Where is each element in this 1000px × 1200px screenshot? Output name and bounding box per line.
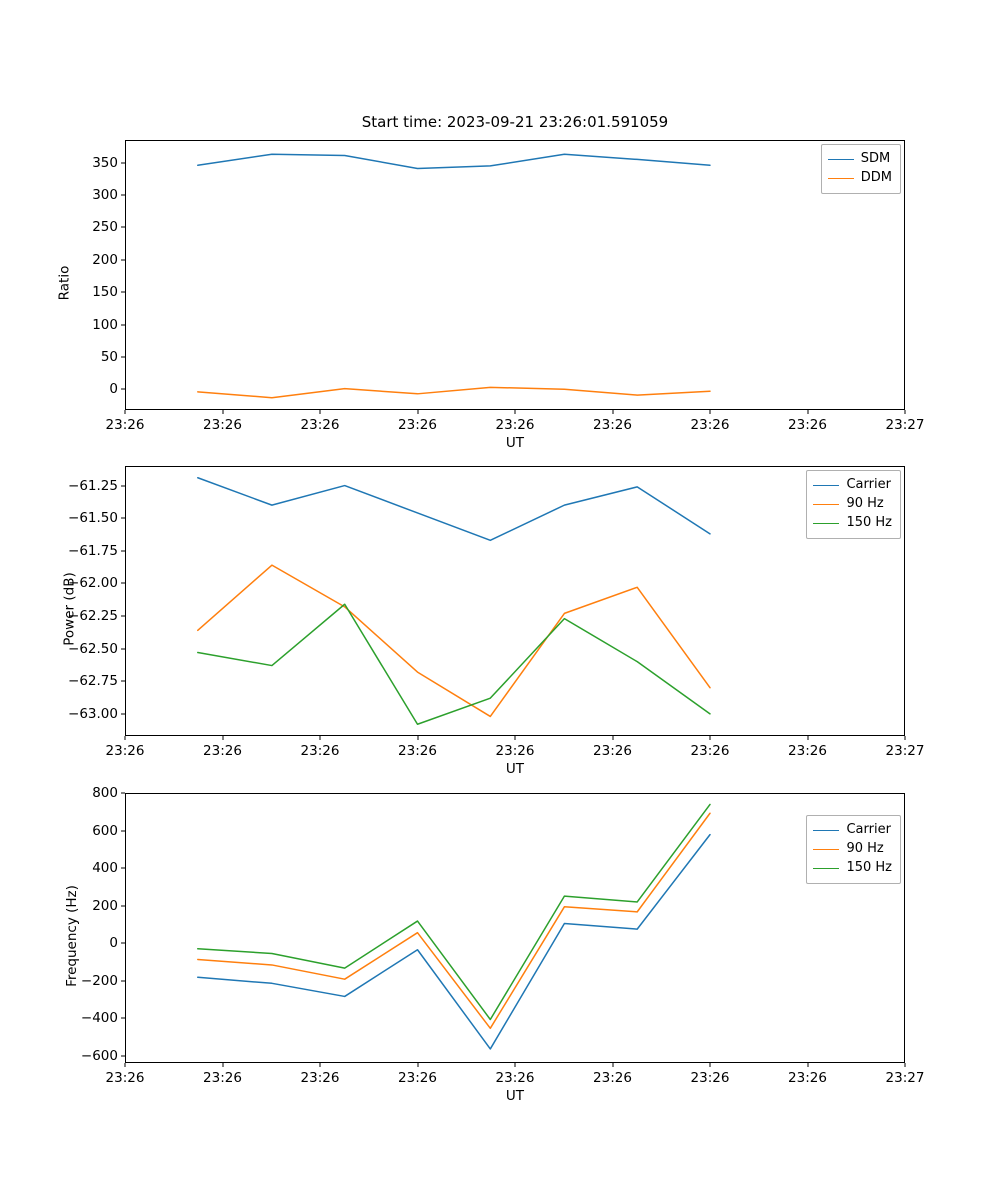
y-tick-label: −61.25 bbox=[68, 477, 118, 494]
y-axis-label-frequency: Frequency (Hz) bbox=[63, 885, 80, 987]
x-tick-label: 23:26 bbox=[495, 1070, 535, 1086]
y-tick-mark bbox=[121, 648, 125, 649]
y-tick-label: 50 bbox=[100, 348, 118, 365]
y-tick-label: −600 bbox=[80, 1047, 118, 1064]
x-tick-mark bbox=[222, 1063, 223, 1067]
x-tick-label: 23:26 bbox=[105, 417, 145, 433]
x-tick-mark bbox=[515, 736, 516, 740]
x-tick-label: 23:26 bbox=[105, 1070, 145, 1086]
x-tick-label: 23:26 bbox=[690, 743, 730, 759]
y-tick-label: −61.50 bbox=[68, 510, 118, 527]
x-tick-mark bbox=[807, 736, 808, 740]
series-line-90-hz bbox=[198, 813, 710, 1028]
x-tick-label: 23:26 bbox=[300, 417, 340, 433]
legend-label: Carrier bbox=[846, 477, 891, 492]
x-tick-label: 23:27 bbox=[885, 417, 925, 433]
y-tick-mark bbox=[121, 195, 125, 196]
x-tick-label: 23:26 bbox=[300, 743, 340, 759]
y-tick-mark bbox=[121, 980, 125, 981]
y-tick-mark bbox=[121, 292, 125, 293]
y-tick-label: −400 bbox=[80, 1010, 118, 1026]
legend-line-swatch bbox=[813, 504, 839, 505]
x-tick-label: 23:26 bbox=[788, 417, 827, 433]
y-tick-mark bbox=[121, 830, 125, 831]
y-tick-label: −62.00 bbox=[68, 575, 118, 592]
chart-panel-frequency bbox=[63, 785, 925, 1104]
x-tick-mark bbox=[612, 736, 613, 740]
legend-label: 90 Hz bbox=[846, 495, 884, 511]
chart-panel-power bbox=[61, 466, 925, 777]
y-tick-mark bbox=[121, 681, 125, 682]
y-tick-mark bbox=[121, 616, 125, 617]
y-tick-label: −62.25 bbox=[68, 608, 118, 624]
x-tick-mark bbox=[710, 410, 711, 414]
x-tick-label: 23:26 bbox=[203, 1070, 242, 1086]
legend-entry[interactable] bbox=[813, 821, 892, 840]
x-tick-mark bbox=[905, 410, 906, 414]
x-tick-mark bbox=[320, 410, 321, 414]
legend-line-swatch bbox=[813, 523, 839, 524]
legend-line-swatch bbox=[828, 159, 854, 160]
x-tick-label: 23:26 bbox=[203, 417, 242, 433]
legend-frequency bbox=[806, 815, 901, 884]
y-tick-mark bbox=[121, 905, 125, 906]
y-axis-label-power: Power (dB) bbox=[61, 572, 78, 646]
legend-entry[interactable] bbox=[813, 495, 892, 514]
y-tick-mark bbox=[121, 793, 125, 794]
plot-lines-power bbox=[125, 466, 905, 736]
x-tick-mark bbox=[320, 736, 321, 740]
x-tick-mark bbox=[612, 410, 613, 414]
x-axis-label-frequency: UT bbox=[505, 1088, 525, 1104]
y-tick-mark bbox=[121, 518, 125, 519]
x-tick-mark bbox=[612, 1063, 613, 1067]
x-tick-label: 23:26 bbox=[398, 1070, 437, 1086]
x-tick-mark bbox=[515, 1063, 516, 1067]
legend-entry[interactable] bbox=[813, 476, 892, 495]
y-tick-label: −63.00 bbox=[68, 705, 118, 722]
y-tick-label: 100 bbox=[92, 316, 118, 333]
x-axis-label-power: UT bbox=[505, 761, 525, 777]
y-tick-label: 200 bbox=[92, 251, 118, 268]
x-tick-label: 23:26 bbox=[788, 1070, 827, 1086]
series-line-ddm bbox=[198, 387, 710, 397]
y-tick-mark bbox=[121, 324, 125, 325]
x-tick-label: 23:26 bbox=[690, 417, 730, 433]
x-axis-label-ratio: UT bbox=[505, 435, 525, 451]
x-tick-label: 23:26 bbox=[300, 1070, 340, 1086]
x-tick-mark bbox=[807, 410, 808, 414]
x-tick-label: 23:26 bbox=[593, 743, 632, 759]
x-tick-mark bbox=[417, 1063, 418, 1067]
x-tick-mark bbox=[125, 1063, 126, 1067]
y-tick-label: 0 bbox=[109, 935, 118, 951]
x-tick-mark bbox=[905, 736, 906, 740]
series-line-carrier bbox=[198, 835, 710, 1049]
y-tick-label: 150 bbox=[92, 284, 118, 301]
series-line-90-hz bbox=[198, 565, 710, 716]
x-tick-mark bbox=[320, 1063, 321, 1067]
legend-line-swatch bbox=[813, 485, 839, 486]
y-tick-label: 600 bbox=[92, 822, 118, 839]
chart-panel-ratio bbox=[56, 113, 925, 451]
y-tick-label: 300 bbox=[92, 187, 118, 204]
legend-label: 90 Hz bbox=[846, 840, 884, 856]
y-tick-mark bbox=[121, 868, 125, 869]
y-tick-label: −62.50 bbox=[68, 640, 118, 657]
y-tick-label: −200 bbox=[80, 972, 118, 989]
x-tick-label: 23:27 bbox=[885, 743, 925, 759]
y-tick-label: −62.75 bbox=[68, 673, 118, 690]
x-tick-mark bbox=[125, 736, 126, 740]
y-tick-label: 400 bbox=[92, 860, 118, 876]
legend-entry[interactable] bbox=[813, 859, 892, 878]
legend-entry[interactable] bbox=[828, 169, 892, 188]
x-tick-label: 23:26 bbox=[690, 1070, 730, 1086]
legend-entry[interactable] bbox=[813, 514, 892, 533]
series-line-150-hz bbox=[198, 604, 710, 724]
legend-label: Carrier bbox=[846, 822, 891, 837]
legend-label: 150 Hz bbox=[846, 514, 892, 530]
legend-line-swatch bbox=[813, 868, 839, 869]
x-tick-mark bbox=[417, 736, 418, 740]
y-axis-label-ratio: Ratio bbox=[56, 265, 73, 301]
series-line-carrier bbox=[198, 478, 710, 541]
x-tick-mark bbox=[515, 410, 516, 414]
series-line-sdm bbox=[198, 154, 710, 168]
legend-entry[interactable] bbox=[813, 840, 892, 859]
x-tick-label: 23:26 bbox=[495, 743, 535, 759]
y-tick-mark bbox=[121, 162, 125, 163]
legend-line-swatch bbox=[828, 178, 854, 179]
x-tick-label: 23:26 bbox=[593, 1070, 632, 1086]
x-tick-label: 23:26 bbox=[203, 743, 242, 759]
y-tick-label: 350 bbox=[92, 154, 118, 171]
y-tick-label: 0 bbox=[109, 381, 118, 398]
x-tick-label: 23:26 bbox=[398, 743, 437, 759]
x-tick-label: 23:27 bbox=[885, 1070, 925, 1086]
legend-line-swatch bbox=[813, 830, 839, 831]
x-tick-mark bbox=[710, 1063, 711, 1067]
y-tick-mark bbox=[121, 227, 125, 228]
y-tick-mark bbox=[121, 1018, 125, 1019]
y-tick-mark bbox=[121, 389, 125, 390]
y-tick-label: −61.75 bbox=[68, 542, 118, 559]
y-tick-mark bbox=[121, 259, 125, 260]
x-tick-label: 23:26 bbox=[398, 417, 437, 433]
legend-power bbox=[806, 470, 901, 539]
y-tick-mark bbox=[121, 1055, 125, 1056]
y-tick-label: 200 bbox=[92, 897, 118, 914]
x-tick-label: 23:26 bbox=[495, 417, 535, 433]
y-tick-mark bbox=[121, 943, 125, 944]
x-tick-mark bbox=[905, 1063, 906, 1067]
x-tick-mark bbox=[222, 410, 223, 414]
x-tick-mark bbox=[222, 736, 223, 740]
y-tick-mark bbox=[121, 485, 125, 486]
y-tick-label: 250 bbox=[92, 219, 118, 236]
x-tick-mark bbox=[807, 1063, 808, 1067]
legend-label: DDM bbox=[860, 169, 892, 185]
x-tick-label: 23:26 bbox=[593, 417, 632, 433]
y-tick-mark bbox=[121, 356, 125, 357]
figure-title: Start time: 2023-09-21 23:26:01.591059 bbox=[361, 113, 669, 131]
plot-lines-ratio bbox=[125, 140, 905, 410]
y-tick-label: 800 bbox=[92, 785, 118, 801]
legend-entry[interactable] bbox=[828, 150, 892, 169]
legend-ratio bbox=[821, 144, 901, 194]
x-tick-label: 23:26 bbox=[788, 743, 827, 759]
x-tick-mark bbox=[125, 410, 126, 414]
y-tick-mark bbox=[121, 583, 125, 584]
y-tick-mark bbox=[121, 713, 125, 714]
legend-line-swatch bbox=[813, 849, 839, 850]
legend-label: 150 Hz bbox=[846, 859, 892, 875]
x-tick-label: 23:26 bbox=[105, 743, 145, 759]
plot-lines-frequency bbox=[125, 793, 905, 1063]
y-tick-mark bbox=[121, 550, 125, 551]
x-tick-mark bbox=[710, 736, 711, 740]
x-tick-mark bbox=[417, 410, 418, 414]
legend-label: SDM bbox=[860, 151, 891, 166]
